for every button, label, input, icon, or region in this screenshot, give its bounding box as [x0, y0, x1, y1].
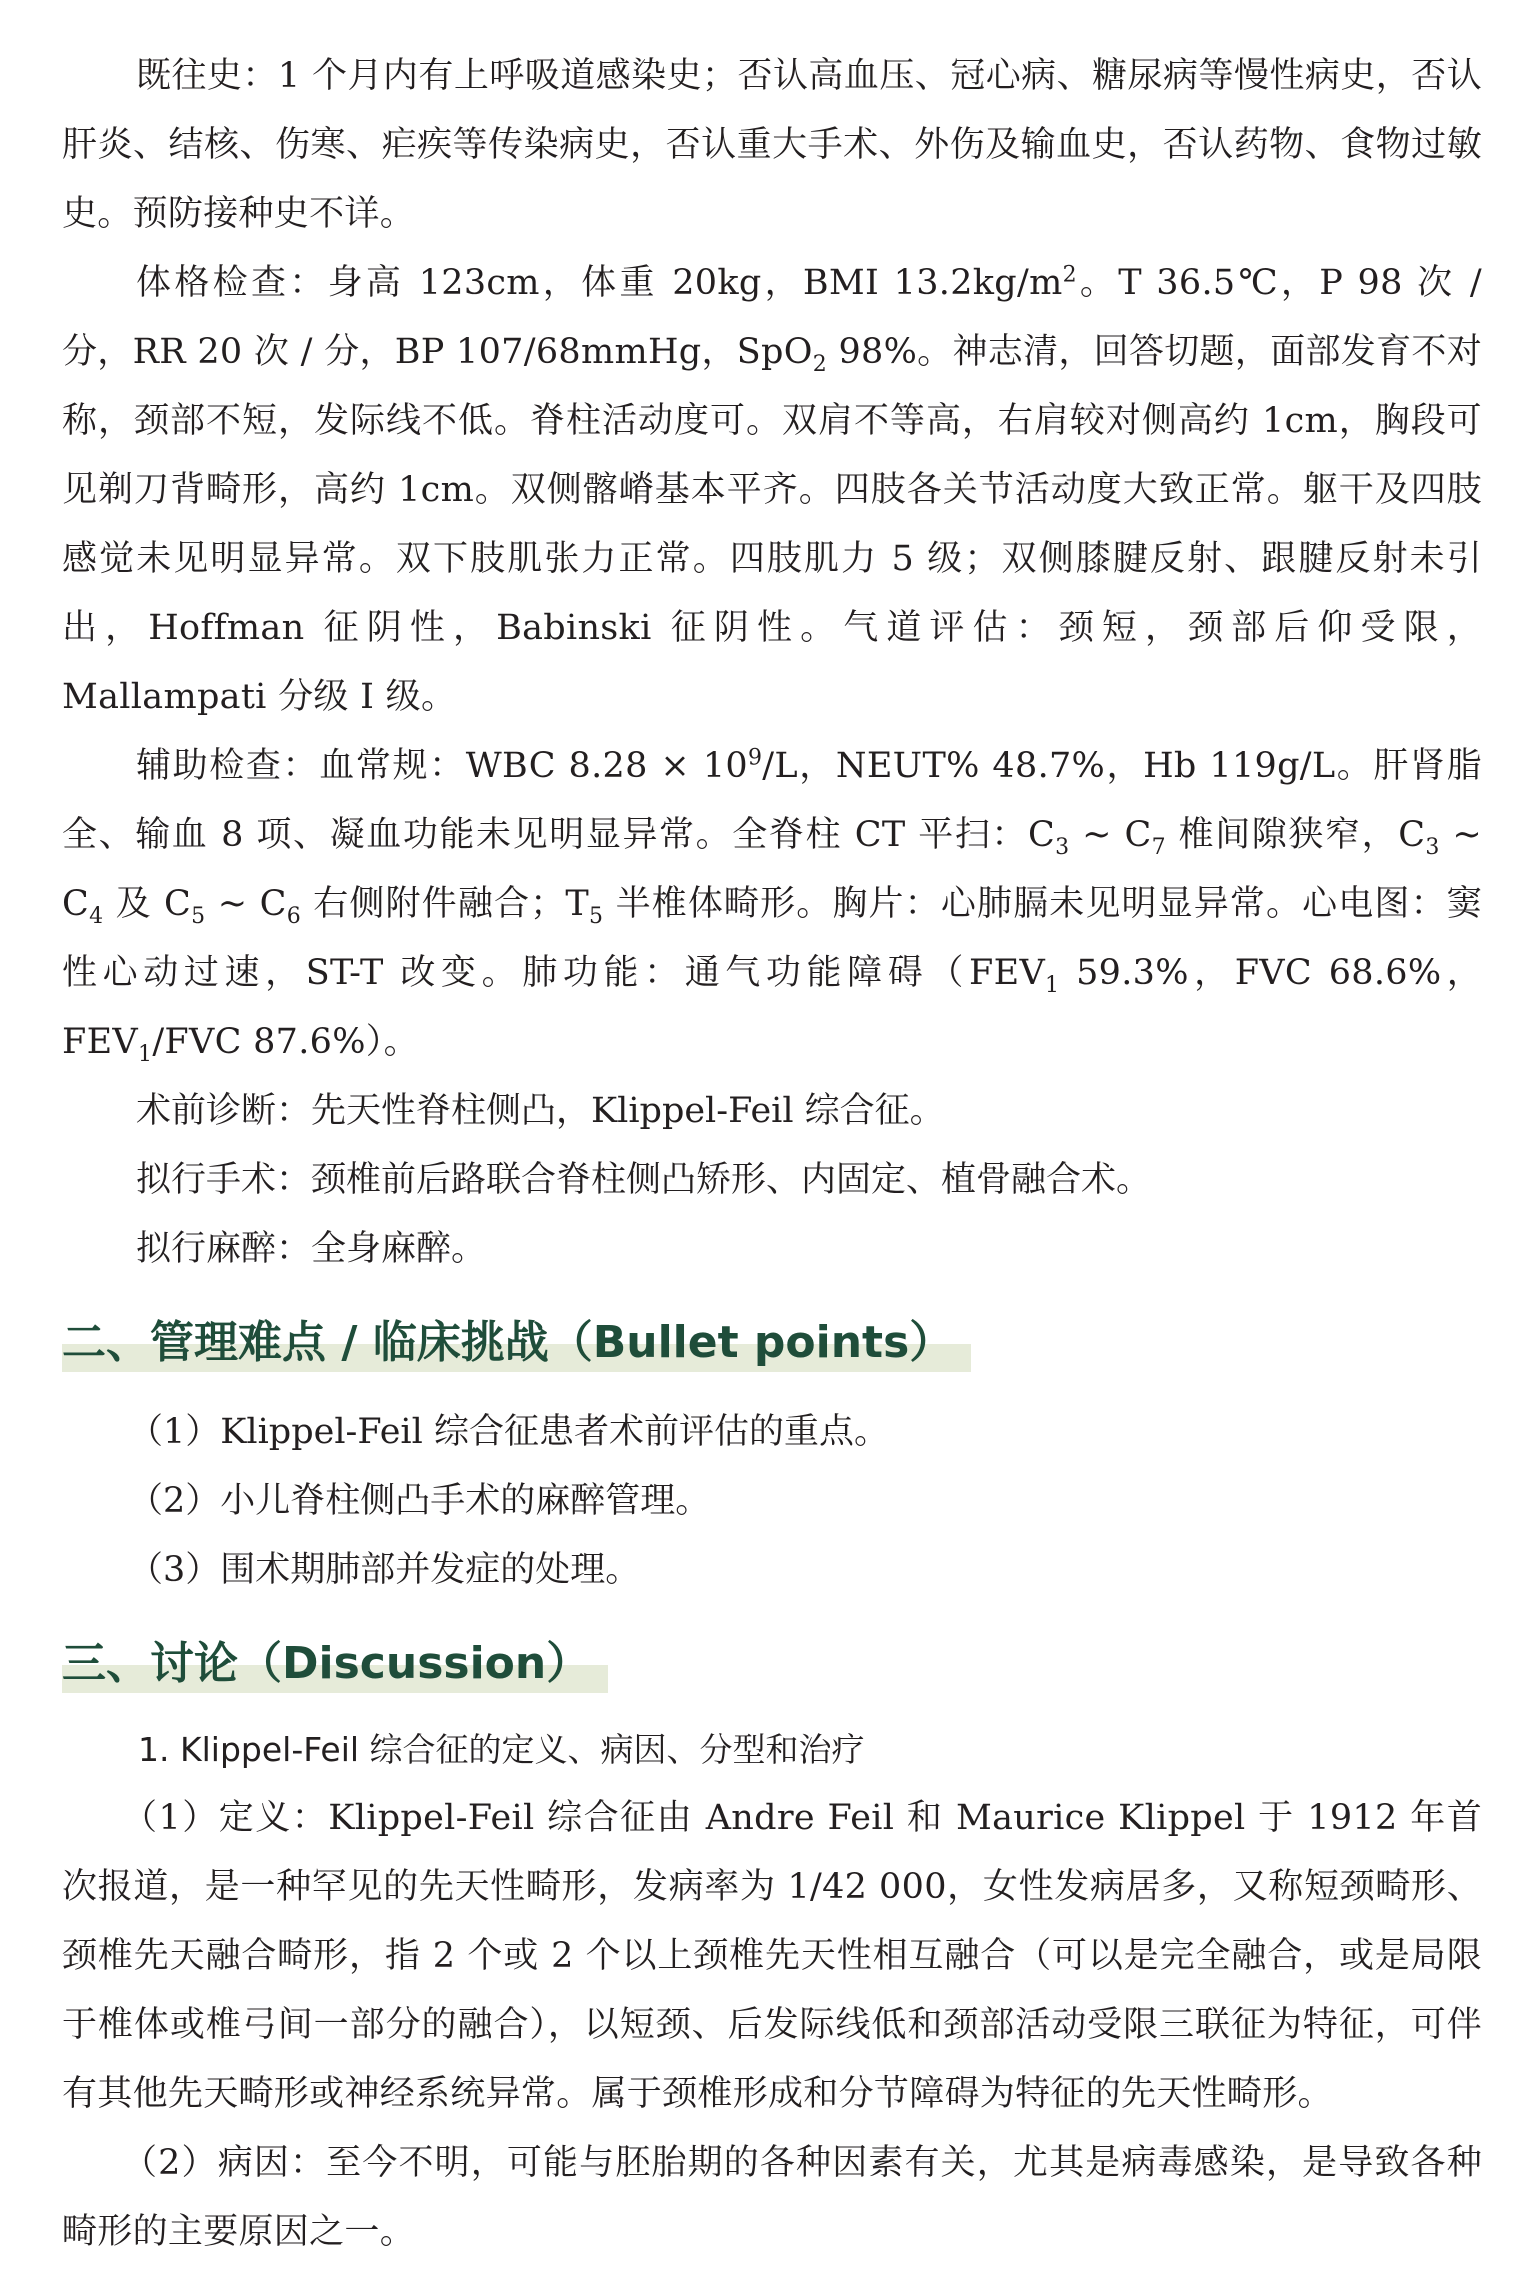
- aux-text: 59.3%，FVC 68.6%，FEV: [62, 953, 1482, 1062]
- section-3-heading-wrap: [62, 1633, 1482, 1695]
- discussion-subtitle: 1. Klippel-Feil 综合征的定义、病因、分型和治疗: [138, 1730, 865, 1769]
- exam-text: 身高 123cm，体重 20kg，BMI 13.2kg/m: [327, 263, 1063, 303]
- exam-label: 体格检查：: [136, 263, 328, 303]
- history-label: 既往史：: [136, 56, 278, 96]
- aux-sub: 1: [1045, 973, 1060, 998]
- aux-text: /FVC 87.6%）。: [152, 1022, 419, 1062]
- aux-text: ~ C: [62, 815, 1482, 924]
- aux-sub: 5: [589, 904, 604, 929]
- history-text: 1 个月内有上呼吸道感染史；否认高血压、冠心病、糖尿病等慢性病史，否认肝炎、结核、伤寒、疟疾等传染病史，否认重大手术、外伤及输血史，否认药物、食物过敏史。预防接种史不详。: [62, 56, 1482, 234]
- aux-text: ~ C: [1069, 815, 1152, 855]
- aux-sub: 1: [138, 1042, 153, 1067]
- physical-exam-paragraph: [62, 249, 1482, 732]
- aux-sub: 3: [1425, 835, 1440, 860]
- section-3-title: 三、讨论（Discussion）: [62, 1638, 591, 1689]
- history-paragraph: [62, 42, 1482, 249]
- aux-sup: 9: [747, 745, 763, 771]
- definition-paragraph: （1）定义：Klippel-Feil 综合征由 Andre Feil 和 Maurice Klippel 于 1912 年首次报道，是一种罕见的先天性畸形，发病率为 1/42 000，女性发病居多，又称短颈畸形、颈椎先天融合畸形，指 2 个或 2 个以上颈椎先天性相互融合（可以是完全融合，或是局限于椎体或椎弓间一部分的融合），以短颈、后发际线低和颈部活动受限三联征为特征，可伴有其他先天畸形或神经系统异常。属于颈椎形成和分节障碍为特征的先天性畸形。: [62, 1798, 1482, 2114]
- list-item: （1）Klippel-Feil 综合征患者术前评估的重点。: [128, 1412, 889, 1452]
- planned-surgery: 拟行手术：颈椎前后路联合脊柱侧凸矫形、内固定、植骨融合术。: [136, 1160, 1152, 1200]
- document-page: [62, 42, 1482, 2267]
- aux-sub: 4: [89, 904, 104, 929]
- auxiliary-exam-paragraph: [62, 732, 1482, 1077]
- aux-text: 及 C: [103, 884, 192, 924]
- aux-text: 半椎体畸形。胸片：心肺膈未见明显异常。心电图：窦性心动过速，ST-T 改变。肺功能：通气功能障碍（FEV: [62, 884, 1483, 993]
- preop-diagnosis: 术前诊断：先天性脊柱侧凸，Klippel-Feil 综合征。: [136, 1091, 945, 1131]
- section-2-heading: [62, 1312, 971, 1374]
- planned-anesthesia: 拟行麻醉：全身麻醉。: [136, 1229, 487, 1269]
- aux-text: /L，NEUT% 48.7%，Hb 119g/L。肝肾脂全、输血 8 项、凝血功能未见明显异常。全脊柱 CT 平扫：C: [62, 746, 1482, 855]
- aux-text: ~ C: [205, 884, 287, 924]
- section-3-heading: [62, 1633, 608, 1695]
- exam-sup: 2: [1062, 262, 1077, 288]
- aux-sub: 7: [1151, 835, 1166, 860]
- list-item: （2）小儿脊柱侧凸手术的麻醉管理。: [128, 1481, 711, 1521]
- aux-sub: 5: [191, 904, 206, 929]
- etiology-paragraph: （2）病因：至今不明，可能与胚胎期的各种因素有关，尤其是病毒感染，是导致各种畸形的主要原因之一。: [62, 2143, 1482, 2252]
- aux-label: 辅助检查：: [136, 746, 320, 786]
- aux-sub: 6: [286, 904, 302, 929]
- aux-text: 血常规：WBC 8.28 × 10: [319, 746, 748, 786]
- aux-text: 右侧附件融合；T: [301, 884, 590, 924]
- exam-text: 。T 36.5℃，P 98 次 / 分，RR 20 次 / 分，BP 107/68mmHg，SpO: [62, 263, 1482, 372]
- aux-sub: 3: [1055, 835, 1070, 860]
- aux-text: 椎间隙狭窄，C: [1165, 815, 1426, 855]
- section-2-title: 二、管理难点 / 临床挑战（Bullet points）: [62, 1317, 954, 1368]
- exam-sub: 2: [812, 352, 828, 377]
- section-2-heading-wrap: [62, 1312, 1482, 1374]
- exam-text: 98%。神志清，回答切题，面部发育不对称，颈部不短，发际线不低。脊柱活动度可。双肩不等高，右肩较对侧高约 1cm，胸段可见剃刀背畸形，高约 1cm。双侧髂嵴基本平齐。四肢各关节活动度大致正常。躯干及四肢感觉未见明显异常。双下肢肌张力正常。四肢肌力 5 级；双侧膝腱反射、跟腱反射未引出，Hoffman 征阴性，Babinski 征阴性。气道评估：颈短，颈部后仰受限，Mallampati 分级 Ⅰ 级。: [62, 332, 1482, 717]
- list-item: （3）围术期肺部并发症的处理。: [128, 1550, 641, 1590]
